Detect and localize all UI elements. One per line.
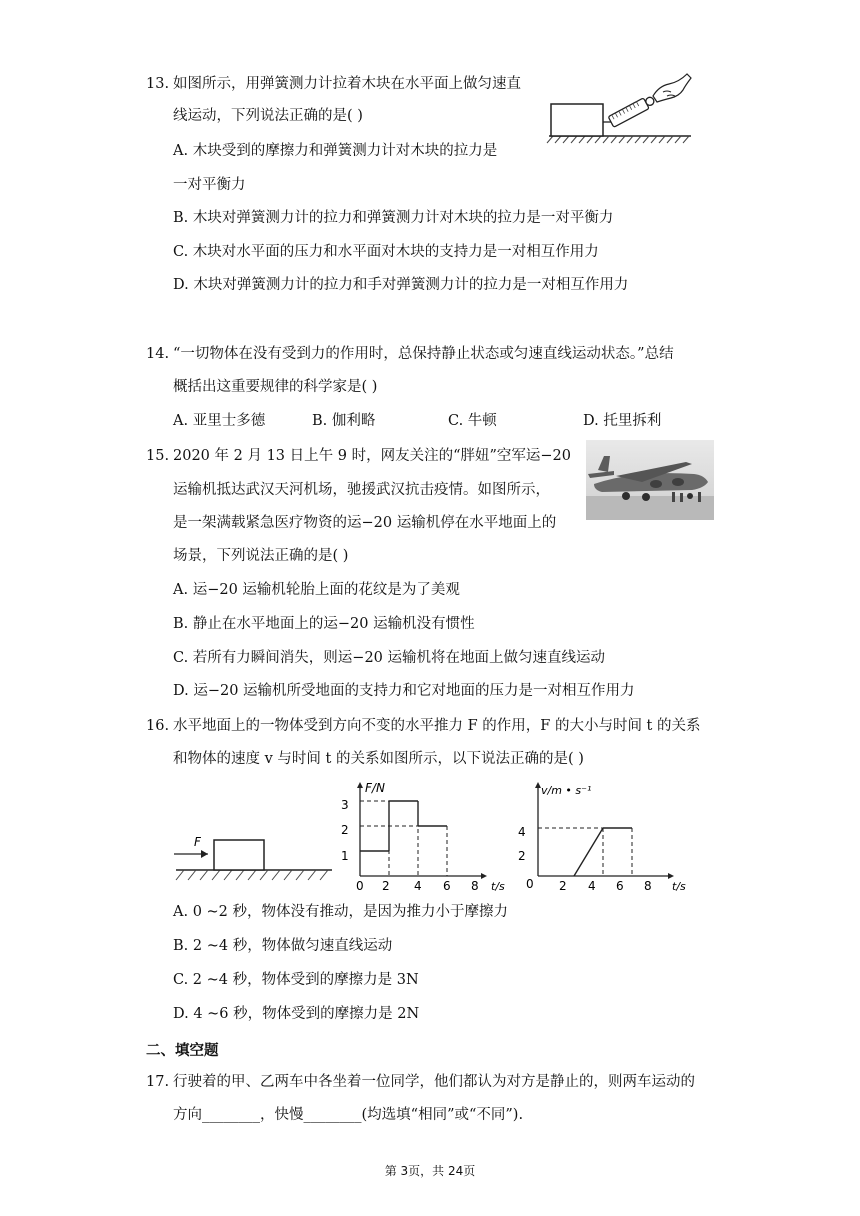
question-14-stem-line1: “一切物体在没有受到力的作用时，总保持静止状态或匀速直线运动状态。”总结 — [173, 346, 674, 362]
aircraft-photo — [586, 440, 714, 520]
x-axis-arrow-icon — [668, 873, 674, 879]
ft-xtick-4: 4 — [414, 879, 422, 893]
question-13-stem-line2: 线运动，下列说法正确的是( ) — [173, 108, 363, 124]
question-16-stem-line1: 水平地面上的一物体受到方向不变的水平推力 F 的作用，F 的大小与时间 t 的关系 — [173, 718, 701, 734]
question-15-option-b: B. 静止在水平地面上的运−20 运输机没有惯性 — [173, 616, 475, 632]
spring-scale-figure — [545, 66, 695, 146]
question-16-option-d: D. 4 ~6 秒，物体受到的摩擦力是 2N — [173, 1006, 420, 1022]
hand-icon — [653, 74, 691, 102]
question-16-stem-line2: 和物体的速度 v 与时间 t 的关系如图所示，以下说法正确的是( ) — [173, 751, 584, 767]
force-time-graph — [335, 774, 515, 894]
question-16-option-a: A. 0 ~2 秒，物体没有推动，是因为推力小于摩擦力 — [173, 904, 509, 920]
ft-xtick-6: 6 — [443, 879, 451, 893]
arrow-right-icon — [201, 850, 208, 858]
ft-xtick-8: 8 — [471, 879, 479, 893]
ft-xlabel: t/s — [491, 880, 505, 893]
question-15-stem-line2: 运输机抵达武汉天河机场，驰援武汉抗击疫情。如图所示， — [173, 482, 550, 498]
page-footer: 第 3页，共 24页 — [384, 1164, 476, 1178]
question-14-stem-line2: 概括出这重要规律的科学家是( ) — [173, 379, 378, 395]
ft-ytick-2: 2 — [341, 823, 349, 837]
ft-xtick-2: 2 — [382, 879, 390, 893]
ft-xtick-0: 0 — [356, 879, 364, 893]
ft-ytick-3: 3 — [341, 798, 349, 812]
question-17-stem-line1: 行驶着的甲、乙两车中各坐着一位同学，他们都认为对方是静止的，则两车运动的 — [173, 1074, 695, 1090]
question-15-stem-line1: 2020 年 2 月 13 日上午 9 时，网友关注的“胖妞”空军运−20 — [173, 448, 571, 464]
question-14-option-a: A. 亚里士多德 — [173, 413, 266, 429]
question-13-option-d: D. 木块对弹簧测力计的拉力和手对弹簧测力计的拉力是一对相互作用力 — [173, 277, 629, 293]
vt-ytick-2: 2 — [518, 849, 526, 863]
question-13-option-b: B. 木块对弹簧测力计的拉力和弹簧测力计对木块的拉力是一对平衡力 — [173, 210, 614, 226]
vt-xlabel: t/s — [672, 880, 686, 893]
section-title-fill-in: 二、填空题 — [146, 1043, 219, 1059]
y-axis-arrow-icon — [357, 782, 363, 788]
question-15-option-d: D. 运−20 运输机所受地面的支持力和它对地面的压力是一对相互作用力 — [173, 683, 635, 699]
question-14-option-c: C. 牛顿 — [448, 413, 497, 429]
wooden-block — [551, 104, 603, 136]
vt-xtick-8: 8 — [644, 879, 652, 893]
question-13-option-a-line2: 一对平衡力 — [173, 177, 246, 193]
vt-xtick-6: 6 — [616, 879, 624, 893]
vt-xtick-4: 4 — [588, 879, 596, 893]
velocity-time-graph — [520, 774, 700, 894]
vt-ramp-2-4 — [574, 828, 603, 876]
question-15-number: 15. — [146, 448, 170, 464]
question-15-option-c: C. 若所有力瞬间消失，则运−20 运输机将在地面上做匀速直线运动 — [173, 650, 606, 666]
force-label: F — [194, 835, 201, 849]
question-15-stem-line3: 是一架满载紧急医疗物资的运−20 运输机停在水平地面上的 — [173, 515, 557, 531]
question-15-stem-line4: 场景，下列说法正确的是( ) — [173, 548, 349, 564]
question-17-number: 17. — [146, 1074, 170, 1090]
question-14-option-b: B. 伽利略 — [312, 413, 376, 429]
vt-ytick-4: 4 — [518, 825, 526, 839]
block — [214, 840, 264, 870]
question-13-option-c: C. 木块对水平面的压力和水平面对木块的支持力是一对相互作用力 — [173, 244, 599, 260]
question-14-option-d: D. 托里拆利 — [583, 413, 662, 429]
ft-ytick-1: 1 — [341, 849, 349, 863]
spring-scale — [608, 98, 649, 127]
vt-xtick-2: 2 — [559, 879, 567, 893]
question-16-option-b: B. 2 ~4 秒，物体做匀速直线运动 — [173, 938, 393, 954]
question-15-option-a: A. 运−20 运输机轮胎上面的花纹是为了美观 — [173, 582, 460, 598]
vt-ylabel: v/m • s⁻¹ — [541, 784, 592, 797]
question-14-number: 14. — [146, 346, 170, 362]
question-13-option-a-line1: A. 木块受到的摩擦力和弹簧测力计对木块的拉力是 — [173, 143, 498, 159]
push-block-figure — [170, 826, 335, 886]
question-16-number: 16. — [146, 718, 170, 734]
question-16-option-c: C. 2 ~4 秒，物体受到的摩擦力是 3N — [173, 972, 419, 988]
question-17-stem-line2: 方向________，快慢________(均选填“相同”或“不同”). — [173, 1107, 524, 1123]
ft-ylabel: F/N — [365, 781, 385, 795]
vt-xtick-0: 0 — [526, 877, 534, 891]
question-13-number: 13. — [146, 76, 170, 92]
x-axis-arrow-icon — [481, 873, 487, 879]
question-13-stem-line1: 如图所示，用弹簧测力计拉着木块在水平面上做匀速直 — [173, 76, 521, 92]
